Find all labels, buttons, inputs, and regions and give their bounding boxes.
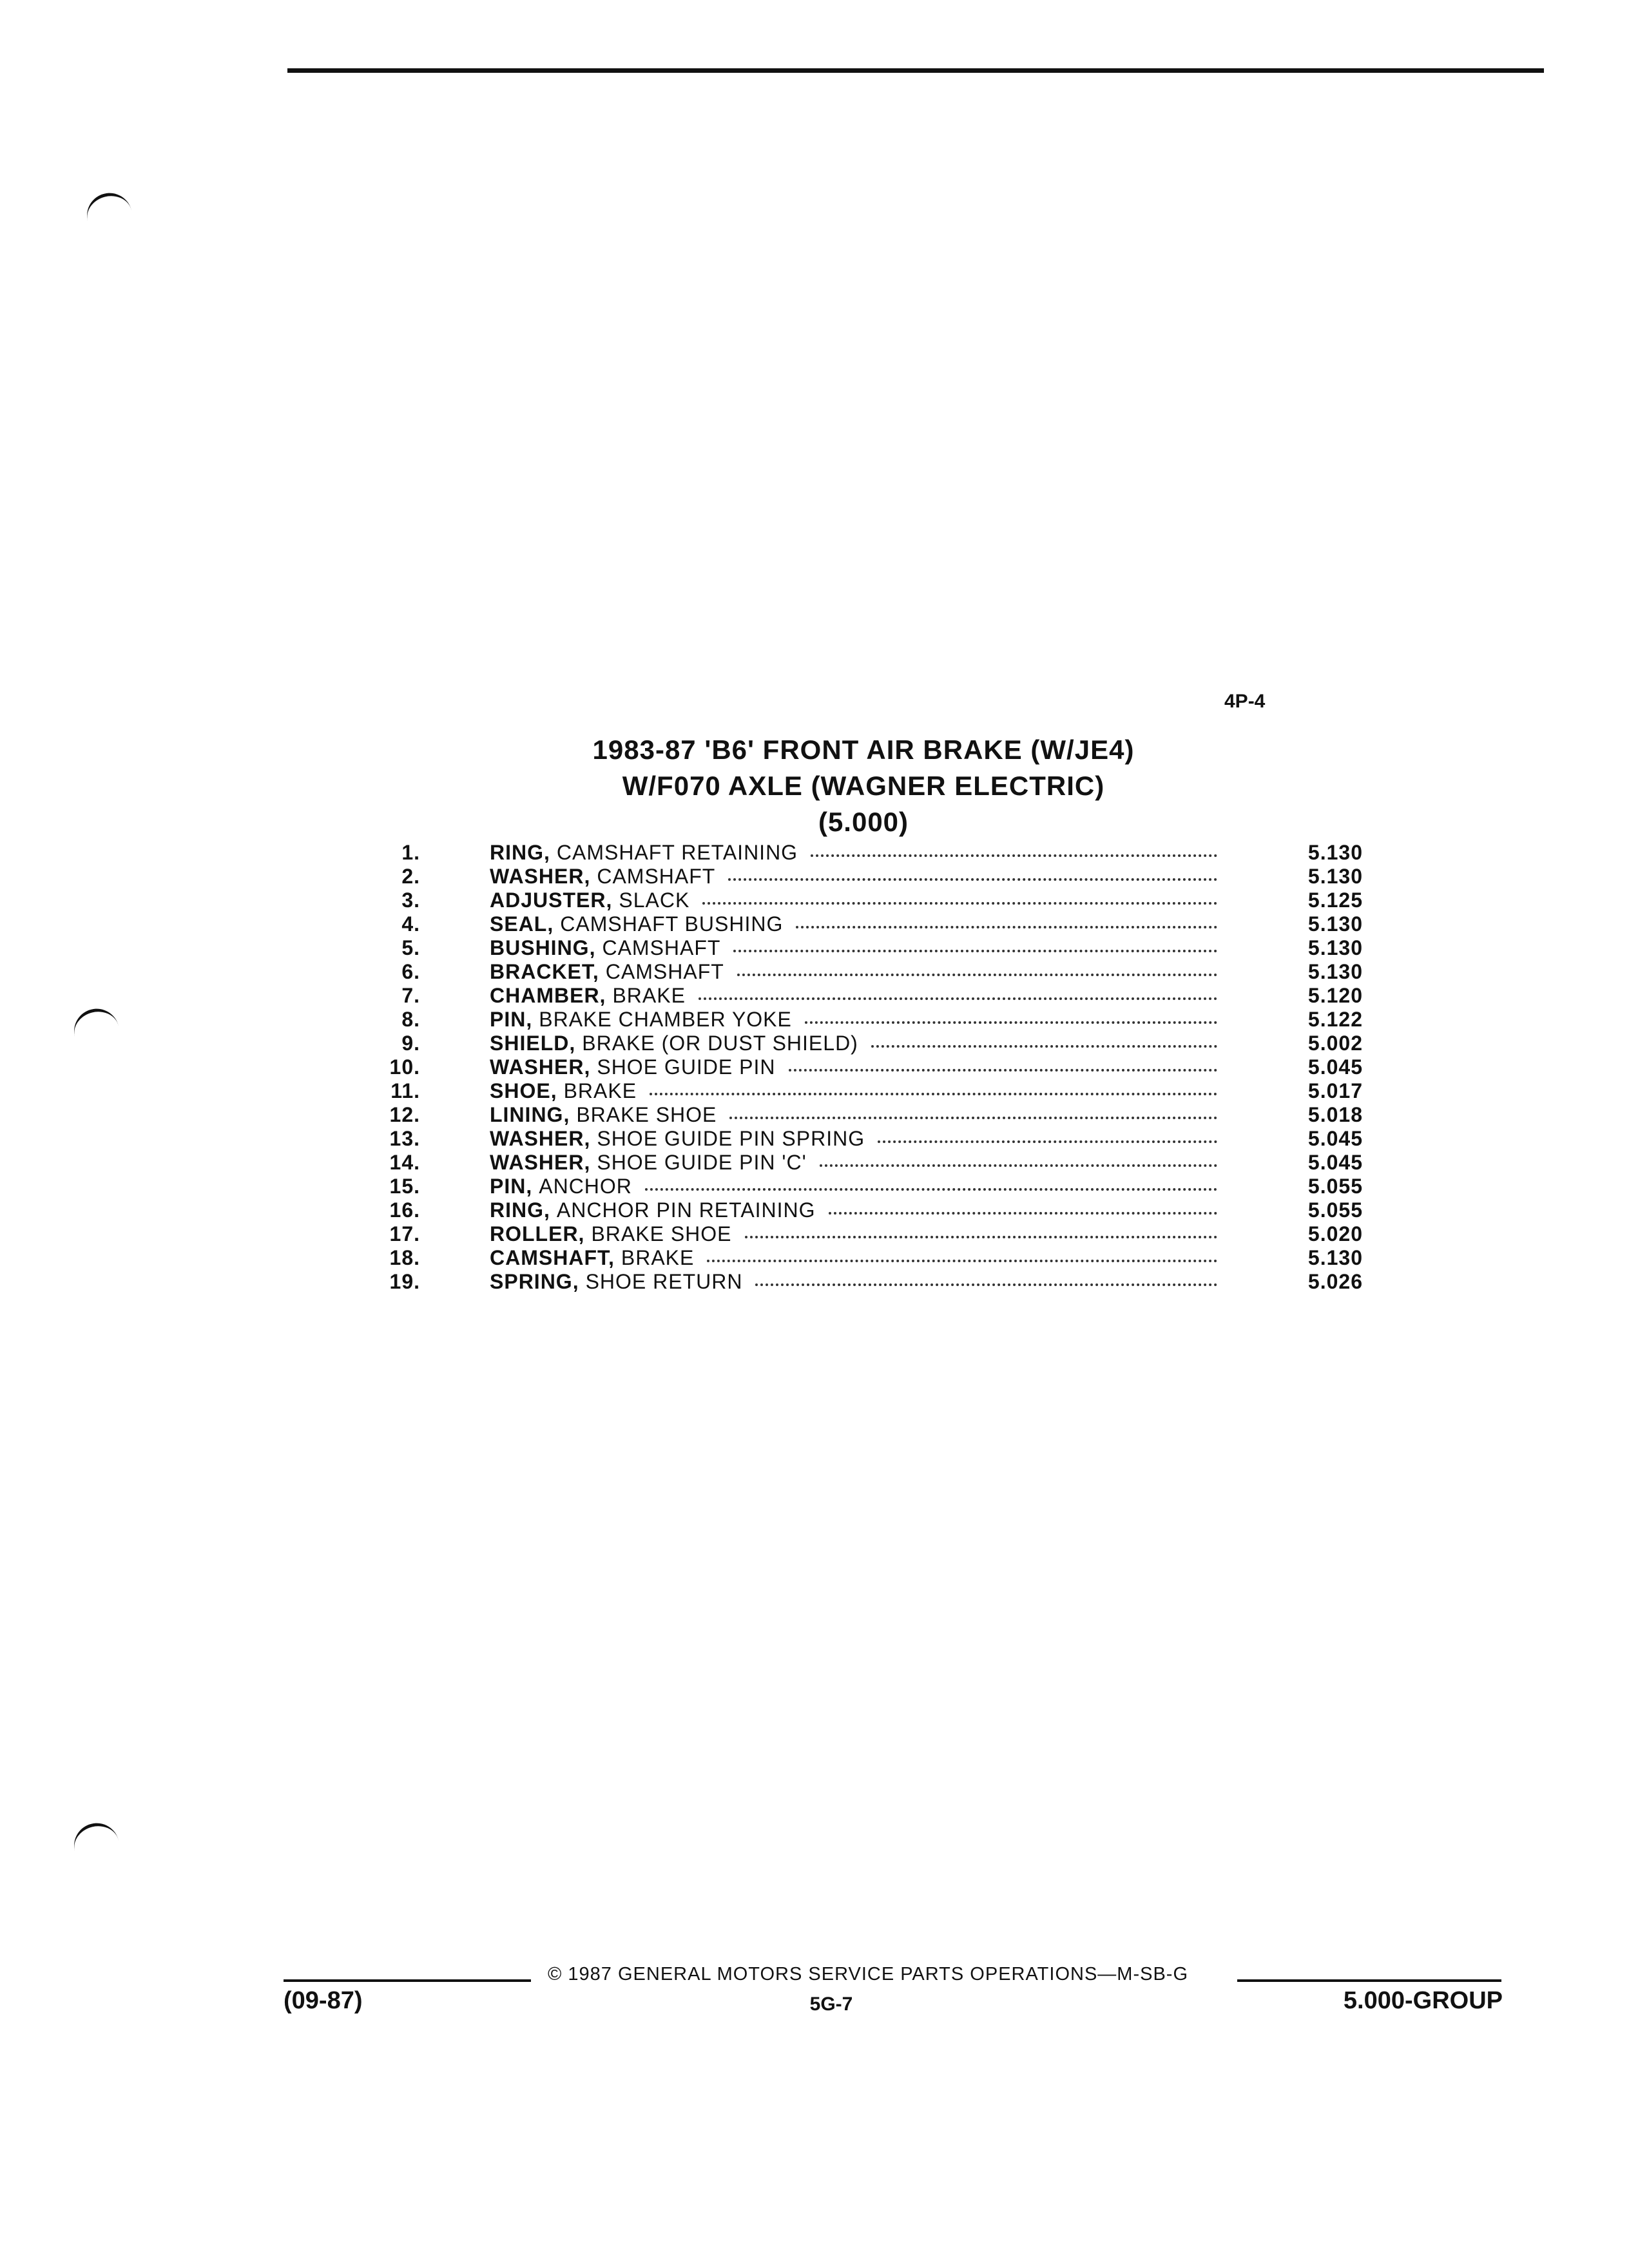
part-number: 5. (401, 936, 420, 959)
part-detail: CAMSHAFT (605, 960, 724, 983)
parts-list (387, 841, 1392, 1294)
dot-leader (878, 1138, 1217, 1143)
part-description (490, 936, 1221, 960)
part-description (490, 1246, 1221, 1270)
part-group-code: 5.055 (1307, 1175, 1363, 1198)
title-line-1: 1983-87 'B6' FRONT AIR BRAKE (W/JE4) (592, 735, 1135, 765)
part-group-code: 5.130 (1307, 912, 1363, 936)
part-row (387, 1270, 1392, 1294)
copyright-notice: © 1987 GENERAL MOTORS SERVICE PARTS OPERATIONS—M-SB-G (548, 1964, 1188, 1984)
part-row (387, 1008, 1392, 1032)
part-group-code: 5.130 (1307, 936, 1363, 959)
part-name: LINING, (490, 1103, 570, 1126)
part-name: PIN, (490, 1175, 533, 1198)
part-row (387, 1032, 1392, 1055)
part-row (387, 1222, 1392, 1246)
part-name: RING, (490, 1198, 550, 1222)
part-name: BUSHING, (490, 936, 596, 959)
part-group-code: 5.045 (1307, 1127, 1363, 1150)
part-name: SHIELD, (490, 1032, 576, 1055)
part-detail: CAMSHAFT RETAINING (556, 841, 798, 864)
binder-hole-mark (70, 1004, 120, 1043)
part-group-code: 5.020 (1307, 1222, 1363, 1245)
dot-leader (650, 1090, 1217, 1095)
part-description (490, 1127, 1221, 1151)
part-name: SHOE, (490, 1079, 557, 1102)
part-group-code: 5.045 (1307, 1151, 1363, 1174)
part-number: 2. (401, 865, 420, 888)
part-group-code: 5.125 (1307, 889, 1363, 912)
binder-hole-mark (70, 1818, 120, 1858)
part-row (387, 1055, 1392, 1079)
part-group-code: 5.026 (1307, 1270, 1363, 1293)
part-group-code: 5.045 (1307, 1055, 1363, 1079)
part-number: 12. (389, 1103, 420, 1126)
part-number: 11. (390, 1079, 420, 1102)
part-row (387, 889, 1392, 912)
part-description (490, 960, 1221, 984)
part-detail: SLACK (619, 889, 690, 912)
dot-leader (820, 1162, 1217, 1167)
part-name: WASHER, (490, 1055, 591, 1079)
part-row (387, 841, 1392, 865)
part-name: ROLLER, (490, 1222, 585, 1245)
part-number: 9. (401, 1032, 420, 1055)
part-row (387, 1175, 1392, 1198)
part-name: WASHER, (490, 865, 591, 888)
part-detail: BRAKE SHOE (576, 1103, 717, 1126)
part-group-code: 5.130 (1307, 1246, 1363, 1269)
part-name: CAMSHAFT, (490, 1246, 615, 1269)
part-description (490, 984, 1221, 1008)
part-row (387, 960, 1392, 984)
part-row (387, 1079, 1392, 1103)
part-row (387, 1198, 1392, 1222)
part-detail: SHOE GUIDE PIN 'C' (597, 1151, 807, 1174)
dot-leader (871, 1043, 1217, 1048)
part-group-code: 5.130 (1307, 865, 1363, 888)
footer-group-code: 5.000-GROUP (1343, 1987, 1503, 2014)
part-number: 14. (389, 1151, 420, 1174)
part-name: WASHER, (490, 1127, 591, 1150)
part-detail: BRAKE SHOE (591, 1222, 732, 1245)
part-description (490, 1175, 1221, 1198)
part-name: SEAL, (490, 912, 554, 936)
part-row (387, 865, 1392, 889)
top-rule (287, 68, 1544, 73)
part-number: 13. (389, 1127, 420, 1150)
part-row (387, 1127, 1392, 1151)
dot-leader (728, 876, 1217, 881)
title-line-3: (5.000) (818, 807, 909, 837)
part-number: 19. (389, 1270, 420, 1293)
part-group-code: 5.130 (1307, 841, 1363, 864)
part-description (490, 889, 1221, 912)
part-number: 1. (401, 841, 420, 864)
part-detail: CAMSHAFT BUSHING (560, 912, 784, 936)
part-group-code: 5.018 (1307, 1103, 1363, 1126)
part-description (490, 1032, 1221, 1055)
part-detail: CAMSHAFT (597, 865, 716, 888)
part-group-code: 5.120 (1307, 984, 1363, 1007)
part-group-code: 5.017 (1307, 1079, 1363, 1102)
part-description (490, 1222, 1221, 1246)
part-name: BRACKET, (490, 960, 599, 983)
part-name: WASHER, (490, 1151, 591, 1174)
dot-leader (789, 1066, 1218, 1072)
part-description (490, 1103, 1221, 1127)
part-row (387, 936, 1392, 960)
part-detail: SHOE RETURN (585, 1270, 743, 1293)
part-description (490, 841, 1221, 865)
part-number: 7. (401, 984, 420, 1007)
page-code: 4P-4 (1224, 691, 1266, 712)
dot-leader (737, 971, 1217, 976)
part-description (490, 1198, 1221, 1222)
dot-leader (796, 923, 1217, 928)
part-description (490, 1270, 1221, 1294)
part-detail: SHOE GUIDE PIN SPRING (597, 1127, 865, 1150)
part-name: CHAMBER, (490, 984, 606, 1007)
part-detail: BRAKE (621, 1246, 695, 1269)
part-number: 4. (401, 912, 420, 936)
part-name: PIN, (490, 1008, 533, 1031)
part-number: 8. (401, 1008, 420, 1031)
part-detail: BRAKE (OR DUST SHIELD) (582, 1032, 858, 1055)
dot-leader (811, 852, 1217, 857)
part-description (490, 865, 1221, 889)
dot-leader (707, 1257, 1217, 1262)
footer-page-number: 5G-7 (809, 1994, 853, 2015)
part-description (490, 1055, 1221, 1079)
part-row (387, 912, 1392, 936)
part-group-code: 5.002 (1307, 1032, 1363, 1055)
part-row (387, 1246, 1392, 1270)
dot-leader (829, 1209, 1217, 1215)
dot-leader (805, 1019, 1217, 1024)
part-row (387, 1151, 1392, 1175)
footer-rule-right (1237, 1979, 1501, 1982)
dot-leader (729, 1114, 1217, 1119)
part-number: 10. (389, 1055, 420, 1079)
dot-leader (745, 1233, 1218, 1238)
part-row (387, 984, 1392, 1008)
dot-leader (645, 1186, 1217, 1191)
part-description (490, 1079, 1221, 1103)
part-detail: BRAKE (563, 1079, 637, 1102)
part-number: 17. (389, 1222, 420, 1245)
dot-leader (733, 947, 1217, 952)
part-number: 3. (401, 889, 420, 912)
footer-rule-left (284, 1979, 531, 1982)
part-number: 15. (389, 1175, 420, 1198)
part-number: 16. (389, 1198, 420, 1222)
dot-leader (699, 995, 1217, 1000)
part-description (490, 1151, 1221, 1175)
title-line-2: W/F070 AXLE (WAGNER ELECTRIC) (622, 771, 1105, 801)
part-description (490, 912, 1221, 936)
part-detail: BRAKE (612, 984, 686, 1007)
footer-date: (09-87) (284, 1987, 363, 2014)
binder-hole-mark (82, 188, 133, 227)
part-group-code: 5.122 (1307, 1008, 1363, 1031)
dot-leader (755, 1281, 1217, 1286)
part-detail: SHOE GUIDE PIN (597, 1055, 776, 1079)
part-description (490, 1008, 1221, 1032)
part-detail: CAMSHAFT (602, 936, 721, 959)
part-name: ADJUSTER, (490, 889, 613, 912)
part-group-code: 5.055 (1307, 1198, 1363, 1222)
part-number: 6. (401, 960, 420, 983)
part-detail: ANCHOR (539, 1175, 632, 1198)
part-detail: ANCHOR PIN RETAINING (556, 1198, 816, 1222)
part-number: 18. (389, 1246, 420, 1269)
part-row (387, 1103, 1392, 1127)
part-detail: BRAKE CHAMBER YOKE (539, 1008, 792, 1031)
part-name: SPRING, (490, 1270, 579, 1293)
part-group-code: 5.130 (1307, 960, 1363, 983)
dot-leader (702, 899, 1217, 905)
part-name: RING, (490, 841, 550, 864)
